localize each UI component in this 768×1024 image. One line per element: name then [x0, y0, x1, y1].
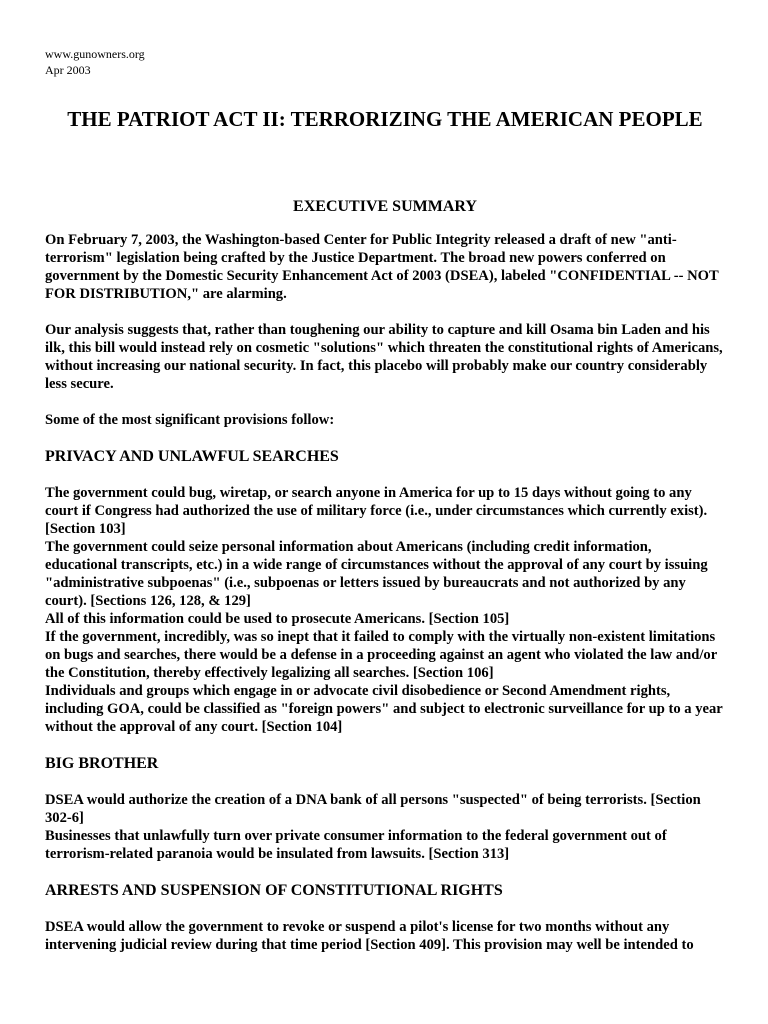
document-title: THE PATRIOT ACT II: TERRORIZING THE AMERICAN PEOPLE [67, 107, 703, 131]
provision-item: All of this information could be used to prosecute Americans. [Section 105] [45, 611, 510, 627]
publication-date: Apr 2003 [45, 63, 91, 77]
source-website: www.gunowners.org [45, 47, 145, 61]
summary-paragraph: On February 7, 2003, the Washington-based Center for Public Integrity released a draft of new "anti-terrorism" legislation being crafted by the Justice Department. The broad new powers conferred on government by the Domestic Security Enhancement Act of 2003 (DSEA), labeled "CONFIDENTIAL -- NOT FOR DISTRIBUTION," are alarming. [45, 232, 719, 302]
section-heading-privacy: PRIVACY AND UNLAWFUL SEARCHES [45, 448, 339, 465]
provision-item: Individuals and groups which engage in or advocate civil disobedience or Second Amendment rights, including GOA, could be classified as "foreign powers" and subject to electronic surveillance for up to a year without the approval of any court. [Section 104] [45, 683, 723, 735]
section-body-arrests [45, 918, 725, 954]
document-page [45, 46, 725, 954]
section-heading-big-brother: BIG BROTHER [45, 755, 159, 772]
provision-item: If the government, incredibly, was so inept that it failed to comply with the virtually non-existent limitations on bugs and searches, there would be a defense in a proceeding against an agent who violated the law and/or the Constitution, thereby effectively legalizing all searches. [Section 106] [45, 629, 717, 681]
document-header [45, 46, 725, 78]
provision-item: DSEA would allow the government to revoke or suspend a pilot's license for two months without any intervening judicial review during that time period [Section 409]. This provision may well be intended to [45, 919, 694, 953]
executive-summary-heading: EXECUTIVE SUMMARY [293, 198, 477, 215]
provision-item: DSEA would authorize the creation of a DNA bank of all persons "suspected" of being terrorists. [Section 302-6] [45, 792, 701, 826]
section-body-big-brother [45, 791, 725, 863]
section-heading-arrests: ARRESTS AND SUSPENSION OF CONSTITUTIONAL RIGHTS [45, 882, 503, 899]
summary-paragraph: Some of the most significant provisions follow: [45, 412, 335, 428]
summary-paragraph: Our analysis suggests that, rather than toughening our ability to capture and kill Osama bin Laden and his ilk, this bill would instead rely on cosmetic "solutions" which threaten the constitutional rights of Americans, without increasing our national security. In fact, this placebo will probably make our country considerably less secure. [45, 322, 723, 392]
provision-item: The government could seize personal information about Americans (including credit information, educational transcripts, etc.) in a wide range of circumstances without the approval of any court by issuing "administrative subpoenas" (i.e., subpoenas or letters issued by bureaucrats and not authorized by any court). [Sections 126, 128, & 129] [45, 539, 708, 609]
provision-item: The government could bug, wiretap, or search anyone in America for up to 15 days without going to any court if Congress had authorized the use of military force (i.e., under circumstances which currently exist). [Section 103] [45, 485, 708, 537]
section-body-privacy [45, 484, 725, 736]
provision-item: Businesses that unlawfully turn over private consumer information to the federal government out of terrorism-related paranoia would be insulated from lawsuits. [Section 313] [45, 828, 667, 862]
